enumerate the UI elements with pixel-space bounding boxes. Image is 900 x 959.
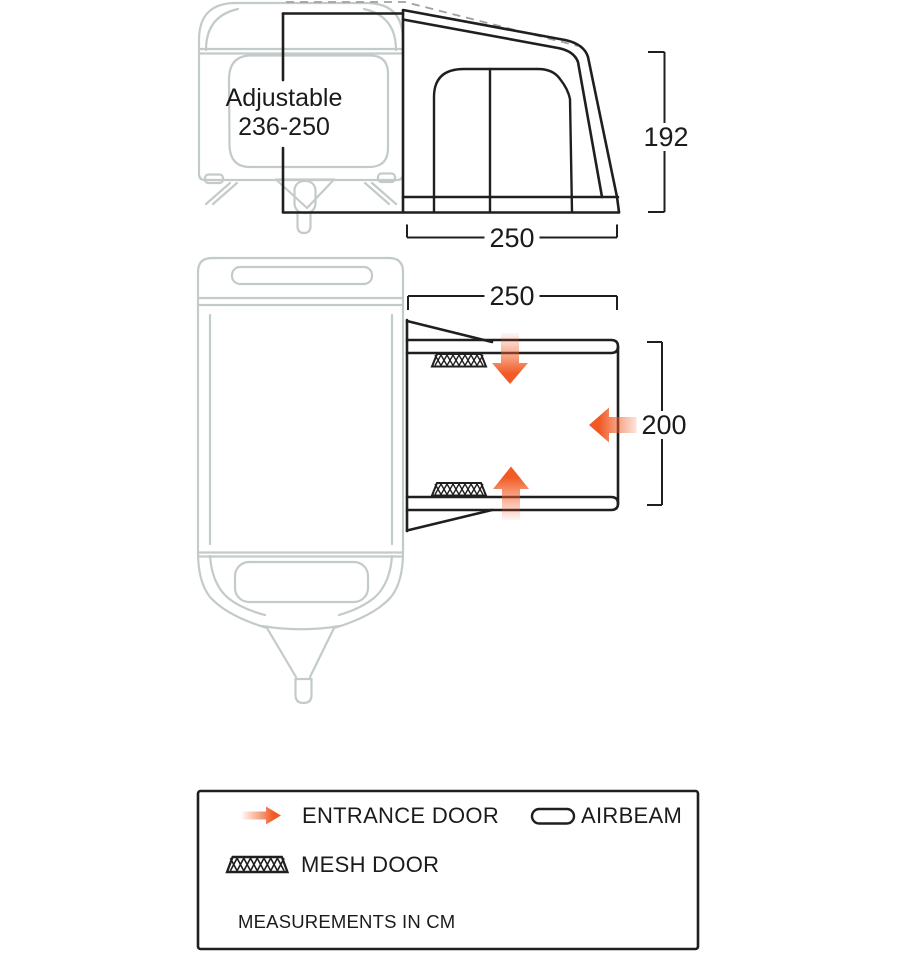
- entrance-arrow-left-icon: [589, 408, 642, 443]
- adjustable-height-label: [226, 84, 343, 142]
- entrance-arrow-up-icon: [493, 467, 529, 521]
- mesh-door-legend-icon: [227, 857, 287, 872]
- adjustable-height-label-line1: Adjustable: [225, 84, 343, 112]
- adjustable-height-label-line2: 236-250: [238, 113, 330, 141]
- entrance-door-legend-icon: [242, 807, 281, 825]
- mesh-door-bottom-icon: [432, 483, 486, 496]
- awning-window: [434, 69, 572, 212]
- airbeam-label: AIRBEAM: [581, 803, 683, 828]
- mesh-door-label: MESH DOOR: [301, 852, 440, 877]
- airbeam-legend-icon: [532, 809, 574, 824]
- plan-width-dimension-value: 250: [484, 282, 539, 310]
- height-dimension-value: 192: [638, 123, 693, 151]
- plan-view-caravan-outline: [198, 258, 403, 703]
- plan-depth-dimension-value: 200: [636, 411, 691, 439]
- mesh-door-top-icon: [432, 354, 486, 367]
- measurements-note: MEASUREMENTS IN CM: [238, 911, 456, 932]
- side-width-dimension-value: 250: [484, 224, 539, 252]
- entrance-door-label: ENTRANCE DOOR: [302, 803, 500, 828]
